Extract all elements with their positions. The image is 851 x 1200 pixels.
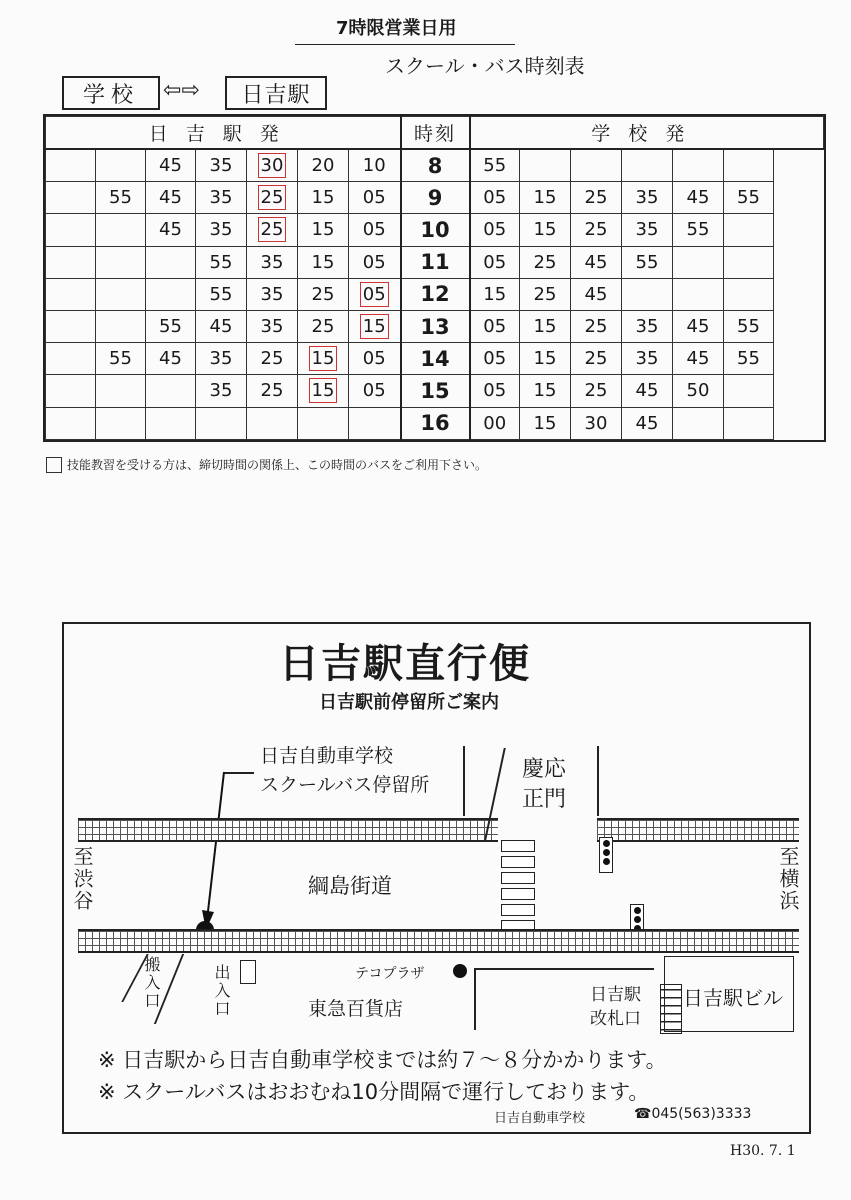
departure-hiyoshi-cell [247, 214, 298, 246]
departure-hiyoshi-cell [96, 310, 146, 342]
road-upper-left [78, 818, 498, 842]
departure-hiyoshi-cell: 55 [96, 182, 146, 214]
departure-school-cell: 35 [622, 214, 673, 246]
map-note-2: ※ スクールバスはおおむね10分間隔で運行しております。 [98, 1080, 650, 1104]
departure-hiyoshi-cell [96, 278, 146, 310]
to-yokohama: 至横浜 [776, 846, 800, 912]
departure-school-cell: 15 [470, 278, 520, 310]
departure-hiyoshi-cell: 45 [146, 149, 196, 182]
departure-hiyoshi-cell [96, 214, 146, 246]
stop-arrow-icon [194, 770, 234, 940]
departure-school-cell: 35 [622, 343, 673, 375]
departure-school-cell [673, 407, 724, 439]
departure-school-cell: 05 [470, 310, 520, 342]
header-time: 時刻 [401, 117, 470, 150]
departure-school-cell: 35 [622, 310, 673, 342]
departure-school-cell: 55 [470, 149, 520, 182]
building-edge [474, 968, 476, 1030]
to-shibuya: 至渋谷 [70, 846, 94, 912]
departure-school-cell: 25 [571, 214, 622, 246]
building-edge [474, 968, 654, 970]
departure-school-cell: 45 [622, 375, 673, 407]
departure-school-cell [673, 278, 724, 310]
departure-hiyoshi-cell: 35 [247, 310, 298, 342]
departure-hiyoshi-cell [46, 407, 96, 439]
departure-school-cell: 55 [724, 343, 774, 375]
departure-hiyoshi-cell [349, 278, 401, 310]
departure-hiyoshi-cell [146, 375, 196, 407]
departure-school-cell: 45 [571, 246, 622, 278]
departure-hiyoshi-cell [46, 278, 96, 310]
departure-school-cell [673, 149, 724, 182]
hour-cell: 13 [401, 310, 470, 342]
departure-school-cell: 05 [470, 214, 520, 246]
departure-hiyoshi-cell: 55 [146, 310, 196, 342]
school-phone: ☎045(563)3333 [634, 1106, 752, 1122]
departure-hiyoshi-cell: 35 [196, 149, 247, 182]
departure-school-cell: 15 [520, 407, 571, 439]
crosswalk-stripe [501, 840, 535, 852]
departure-school-cell: 05 [470, 246, 520, 278]
departure-school-cell [724, 278, 774, 310]
side-street-right [597, 746, 599, 816]
departure-hiyoshi-cell: 25 [298, 278, 349, 310]
departure-hiyoshi-cell [96, 149, 146, 182]
departure-hiyoshi-cell: 45 [146, 343, 196, 375]
crosswalk-stripe [501, 872, 535, 884]
departure-school-cell [724, 407, 774, 439]
departure-school-cell: 15 [520, 182, 571, 214]
departure-school-cell: 25 [571, 343, 622, 375]
departure-school-cell: 55 [724, 182, 774, 214]
departure-hiyoshi-cell: 10 [349, 149, 401, 182]
departure-hiyoshi-cell: 45 [146, 214, 196, 246]
departure-school-cell: 30 [571, 407, 622, 439]
timetable-row [46, 149, 824, 182]
hour-cell: 16 [401, 407, 470, 439]
departure-hiyoshi-cell [46, 149, 96, 182]
departure-hiyoshi-cell [247, 407, 298, 439]
departure-hiyoshi-cell: 05 [349, 343, 401, 375]
departure-school-cell: 15 [520, 214, 571, 246]
hour-cell: 8 [401, 149, 470, 182]
departure-hiyoshi-cell: 05 [349, 246, 401, 278]
departure-hiyoshi-cell [298, 343, 349, 375]
lesson-bus-marker: 25 [260, 219, 284, 241]
departure-hiyoshi-cell: 45 [146, 182, 196, 214]
departure-school-cell: 25 [571, 310, 622, 342]
school-name: 日吉自動車学校 [494, 1111, 586, 1126]
departure-hiyoshi-cell: 35 [196, 182, 247, 214]
hour-cell: 15 [401, 375, 470, 407]
station-gate-line2: 改札口 [590, 1009, 641, 1029]
timetable-row [46, 375, 824, 407]
revision-date: H30. 7. 1 [730, 1143, 796, 1159]
entrance-marker [240, 960, 256, 984]
route-arrow-icon: ⇦⇨ [163, 78, 200, 103]
tecoplaza-dot-icon [453, 964, 467, 978]
departure-school-cell: 45 [673, 182, 724, 214]
keio-gate-line2: 正門 [522, 787, 567, 812]
lesson-bus-marker: 25 [260, 187, 284, 209]
hour-cell: 12 [401, 278, 470, 310]
departure-hiyoshi-cell [146, 278, 196, 310]
schedule-condition: 7時限営業日用 [336, 18, 457, 39]
hour-cell: 11 [401, 246, 470, 278]
departure-school-cell [622, 149, 673, 182]
header-departure-hiyoshi: 日吉駅発 [46, 117, 401, 150]
departure-hiyoshi-cell: 35 [247, 278, 298, 310]
departure-hiyoshi-cell [298, 375, 349, 407]
departure-hiyoshi-cell: 05 [349, 375, 401, 407]
departure-hiyoshi-cell [46, 343, 96, 375]
note-text: 技能教習を受ける方は、締切時間の関係上、この時間のバスをご利用下さい。 [67, 458, 488, 472]
departure-hiyoshi-cell [146, 407, 196, 439]
road-lower [78, 929, 799, 953]
lesson-bus-marker: 15 [362, 316, 386, 338]
lesson-bus-marker: 15 [311, 380, 335, 402]
departure-school-cell [724, 375, 774, 407]
departure-school-cell: 15 [520, 310, 571, 342]
departure-school-cell: 25 [571, 375, 622, 407]
traffic-light-icon [599, 837, 613, 873]
stop-label-line2: スクールバス停留所 [260, 774, 430, 796]
note-checkbox [46, 457, 62, 473]
schedule-title: スクール・バス時刻表 [385, 54, 585, 78]
route-from: 学校 [62, 76, 160, 110]
departure-school-cell [724, 246, 774, 278]
entrance-exit: 出入口 [212, 964, 231, 1018]
departure-school-cell: 45 [571, 278, 622, 310]
departure-school-cell: 50 [673, 375, 724, 407]
departure-hiyoshi-cell [96, 407, 146, 439]
lesson-bus-marker: 15 [311, 348, 335, 370]
departure-school-cell: 45 [622, 407, 673, 439]
timetable-row [46, 407, 824, 439]
departure-hiyoshi-cell: 20 [298, 149, 349, 182]
header-departure-school: 学校発 [470, 117, 824, 150]
departure-school-cell: 05 [470, 343, 520, 375]
timetable-row [46, 343, 824, 375]
crosswalk-stripe [501, 856, 535, 868]
departure-hiyoshi-cell [96, 375, 146, 407]
departure-school-cell: 45 [673, 310, 724, 342]
departure-school-cell [622, 278, 673, 310]
departure-hiyoshi-cell: 55 [96, 343, 146, 375]
departure-school-cell: 45 [673, 343, 724, 375]
lesson-bus-marker: 30 [260, 155, 284, 177]
timetable-row [46, 278, 824, 310]
departure-school-cell: 00 [470, 407, 520, 439]
map-title: 日吉駅直行便 [279, 641, 531, 687]
departure-hiyoshi-cell [349, 407, 401, 439]
keio-gate-line1: 慶応 [522, 757, 567, 782]
station-gate-line1: 日吉駅 [590, 985, 641, 1005]
timetable-row [46, 214, 824, 246]
tecoplaza-label: テコプラザ [355, 966, 425, 982]
departure-hiyoshi-cell [247, 149, 298, 182]
road-upper-right [597, 818, 799, 842]
departure-school-cell: 15 [520, 375, 571, 407]
hour-cell: 10 [401, 214, 470, 246]
lesson-bus-marker: 05 [362, 283, 386, 305]
departure-hiyoshi-cell: 55 [196, 246, 247, 278]
timetable-row [46, 246, 824, 278]
departure-school-cell: 35 [622, 182, 673, 214]
departure-school-cell [673, 246, 724, 278]
street-name: 綱島街道 [308, 874, 392, 898]
departure-hiyoshi-cell [46, 310, 96, 342]
departure-school-cell: 55 [724, 310, 774, 342]
header-rule [295, 44, 515, 45]
departure-hiyoshi-cell: 05 [349, 214, 401, 246]
departure-school-cell: 25 [520, 278, 571, 310]
departure-hiyoshi-cell: 35 [196, 214, 247, 246]
departure-hiyoshi-cell: 35 [247, 246, 298, 278]
departure-school-cell [724, 214, 774, 246]
map-panel [62, 622, 811, 1134]
departure-hiyoshi-cell: 55 [196, 278, 247, 310]
map-note-1: ※ 日吉駅から日吉自動車学校までは約７～８分かかります。 [98, 1048, 667, 1072]
stop-label-line1: 日吉自動車学校 [260, 745, 394, 767]
timetable [45, 116, 824, 440]
dept-store-label: 東急百貨店 [308, 998, 404, 1020]
departure-hiyoshi-cell: 05 [349, 182, 401, 214]
departure-hiyoshi-cell: 15 [298, 182, 349, 214]
hour-cell: 14 [401, 343, 470, 375]
departure-school-cell: 25 [520, 246, 571, 278]
departure-school-cell: 05 [470, 375, 520, 407]
departure-hiyoshi-cell: 35 [196, 375, 247, 407]
departure-school-cell: 55 [673, 214, 724, 246]
departure-hiyoshi-cell [46, 375, 96, 407]
departure-school-cell: 25 [571, 182, 622, 214]
departure-hiyoshi-cell: 25 [247, 375, 298, 407]
departure-school-cell: 15 [520, 343, 571, 375]
departure-hiyoshi-cell [46, 182, 96, 214]
departure-hiyoshi-cell: 15 [298, 246, 349, 278]
hour-cell: 9 [401, 182, 470, 214]
departure-school-cell [571, 149, 622, 182]
departure-school-cell [520, 149, 571, 182]
station-building-label: 日吉駅ビル [683, 986, 783, 1010]
departure-hiyoshi-cell [196, 407, 247, 439]
crosswalk-stripe [501, 904, 535, 916]
departure-hiyoshi-cell: 35 [196, 343, 247, 375]
route-to: 日吉駅 [225, 76, 327, 110]
departure-hiyoshi-cell [247, 182, 298, 214]
timetable-row [46, 182, 824, 214]
departure-school-cell: 55 [622, 246, 673, 278]
departure-hiyoshi-cell: 25 [298, 310, 349, 342]
departure-hiyoshi-cell: 15 [298, 214, 349, 246]
departure-hiyoshi-cell [46, 214, 96, 246]
timetable-row [46, 310, 824, 342]
departure-hiyoshi-cell [298, 407, 349, 439]
departure-school-cell [724, 149, 774, 182]
map-subtitle: 日吉駅前停留所ご案内 [319, 692, 499, 713]
departure-hiyoshi-cell: 25 [247, 343, 298, 375]
entrance-carry-in: 搬入口 [142, 956, 161, 1010]
departure-hiyoshi-cell [46, 246, 96, 278]
crosswalk-stripe [501, 888, 535, 900]
departure-hiyoshi-cell [146, 246, 196, 278]
departure-school-cell: 05 [470, 182, 520, 214]
departure-hiyoshi-cell: 45 [196, 310, 247, 342]
departure-hiyoshi-cell [349, 310, 401, 342]
departure-hiyoshi-cell [96, 246, 146, 278]
